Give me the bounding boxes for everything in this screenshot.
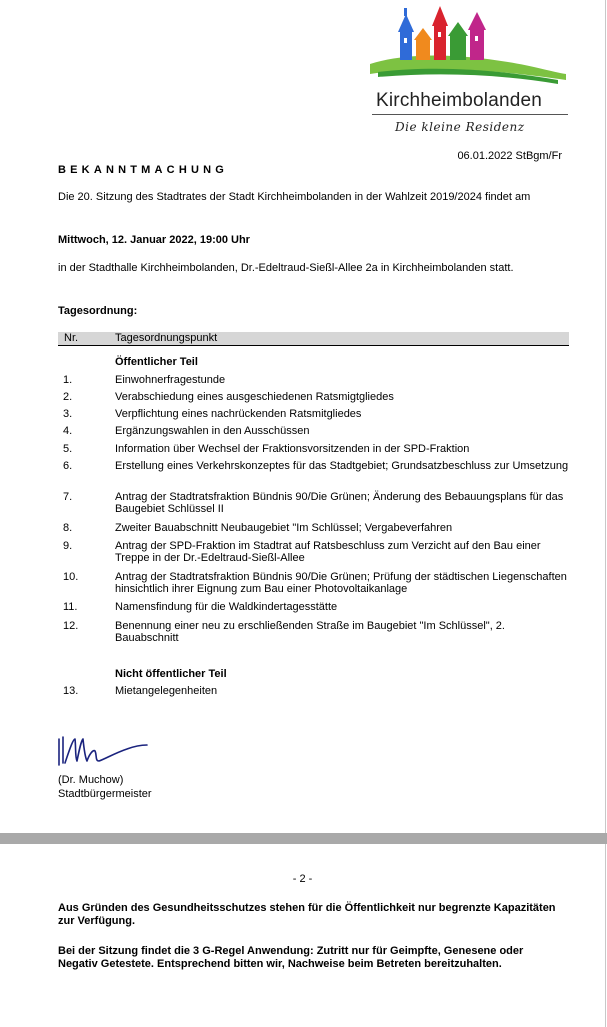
intro-paragraph: Die 20. Sitzung des Stadtrates der Stadt Kirchheimbolanden in der Wahlzeit 2019/2024 findet am — [58, 191, 531, 203]
agenda-table-header — [58, 332, 569, 346]
signature-icon — [55, 733, 155, 773]
column-header-nr: Nr. — [64, 332, 79, 344]
agenda-item-number: 4. — [63, 425, 73, 437]
page-number: - 2 - — [292, 873, 313, 885]
signatory-name: (Dr. Muchow) — [58, 774, 124, 786]
agenda-item-number: 12. — [63, 620, 79, 632]
agenda-item-text: Information über Wechsel der Fraktionsvorsitzenden in der SPD-Fraktion — [115, 443, 470, 455]
agenda-item-number: 8. — [63, 522, 73, 534]
agenda-item-text: Antrag der Stadtratsfraktion Bündnis 90/Die Grünen; Prüfung der städtischen Liegenschaften hinsichtlich ihrer Eignung zum Bau einer Photovoltaikanlage — [115, 571, 567, 595]
agenda-item-text: Antrag der Stadtratsfraktion Bündnis 90/Die Grünen; Änderung des Bebauungsplans für das Baugebiet Schlüssel II — [115, 491, 564, 515]
signatory-role: Stadtbürgermeister — [58, 788, 152, 800]
meeting-location: in der Stadthalle Kirchheimbolanden, Dr.-Edeltraud-Sießl-Allee 2a in Kirchheimbolanden statt. — [58, 262, 514, 274]
private-section-title: Nicht öffentlicher Teil — [115, 668, 227, 680]
agenda-item-number: 5. — [63, 443, 73, 455]
agenda-item-number: 7. — [63, 491, 73, 503]
public-section-title: Öffentlicher Teil — [115, 356, 198, 368]
signatory — [58, 773, 152, 801]
city-name: Kirchheimbolanden — [376, 90, 543, 111]
agenda-item-number: 11. — [63, 601, 78, 613]
page-separator — [0, 833, 607, 844]
agenda-item-number: 13. — [63, 685, 79, 697]
agenda-item-text: Einwohnerfragestunde — [115, 374, 226, 386]
agenda-item-text: Verpflichtung eines nachrückenden Ratsmitgliedes — [115, 408, 362, 420]
agenda-item-number: 3. — [63, 408, 73, 420]
agenda-item-number: 6. — [63, 460, 73, 472]
agenda-item-text: Ergänzungswahlen in den Ausschüssen — [115, 425, 310, 437]
agenda-item-number: 9. — [63, 540, 73, 552]
slogan: Die kleine Residenz — [395, 120, 525, 134]
agenda-item-number: 10. — [63, 571, 79, 583]
health-notice: Aus Gründen des Gesundheitsschutzes stehen für die Öffentlichkeit nur begrenzte Kapazitäten zur Verfügung. — [58, 902, 556, 927]
agenda-item-text: Antrag der SPD-Fraktion im Stadtrat auf Ratsbeschluss zum Verzicht auf den Bau einer Treppe in der Dr.-Edeltraud-Sießl-Allee — [115, 540, 541, 564]
agenda-item-number: 2. — [63, 391, 73, 403]
agenda-item-text: Namensfindung für die Waldkindertagesstätte — [115, 601, 338, 613]
agenda-item-text: Mietangelegenheiten — [115, 685, 218, 697]
3g-rule-notice: Bei der Sitzung findet die 3 G-Regel Anwendung: Zutritt nur für Geimpfte, Genesene oder Negativ Getestete. Entsprechend bitten wir, Nachweise beim Betreten bereitzuhalten. — [58, 945, 524, 970]
logo-divider — [372, 114, 568, 115]
date-reference: 06.01.2022 StBgm/Fr — [457, 150, 562, 162]
agenda-item-text: Zweiter Bauabschnitt Neubaugebiet "Im Schlüssel; Vergabeverfahren — [115, 522, 453, 534]
agenda-item-text: Benennung einer neu zu erschließenden Straße im Baugebiet "Im Schlüssel", 2. Bauabschnitt — [115, 620, 505, 644]
meeting-datetime: Mittwoch, 12. Januar 2022, 19:00 Uhr — [58, 234, 250, 246]
document-page-2 — [0, 844, 606, 1027]
agenda-label: Tagesordnung: — [58, 305, 138, 317]
agenda-item-text: Erstellung eines Verkehrskonzeptes für das Stadtgebiet; Grundsatzbeschluss zur Umsetzung — [115, 460, 569, 472]
agenda-item-number: 1. — [63, 374, 73, 386]
document-title: BEKANNTMACHUNG — [58, 164, 229, 176]
agenda-item-text: Verabschiedung eines ausgeschiedenen Ratsmigtgliedes — [115, 391, 394, 403]
column-header-item: Tagesordnungspunkt — [115, 332, 218, 344]
